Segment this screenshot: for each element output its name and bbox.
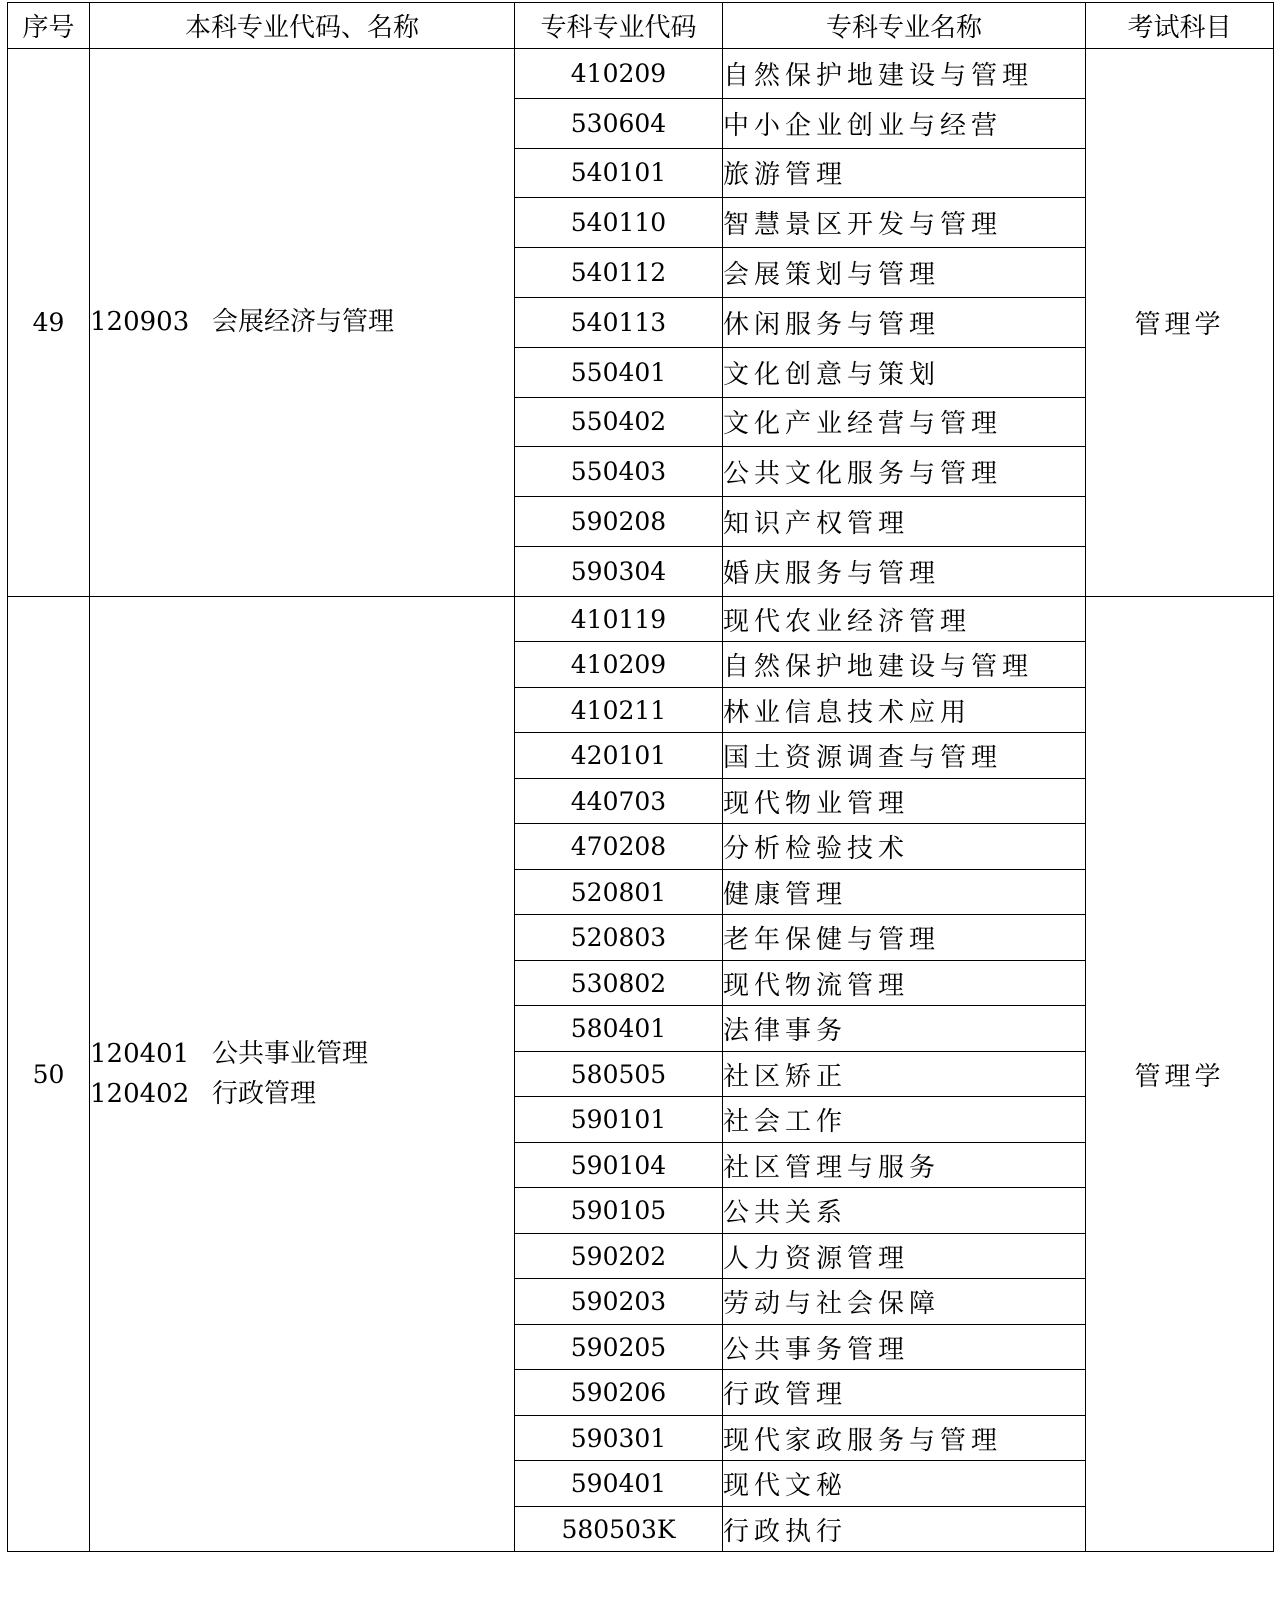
undergrad-code: 120402 bbox=[90, 1079, 190, 1110]
college-code-cell: 540112 bbox=[515, 248, 723, 298]
college-code-cell: 590301 bbox=[515, 1415, 723, 1461]
college-code-cell: 440703 bbox=[515, 778, 723, 824]
college-code-cell: 410211 bbox=[515, 687, 723, 733]
college-name-cell: 健康管理 bbox=[723, 869, 1086, 915]
table-row bbox=[8, 49, 1274, 99]
college-code-cell: 590304 bbox=[515, 546, 723, 596]
undergrad-cell bbox=[90, 49, 515, 597]
college-name-cell: 现代农业经济管理 bbox=[723, 596, 1086, 642]
college-code-cell: 550401 bbox=[515, 347, 723, 397]
college-name-cell: 行政执行 bbox=[723, 1506, 1086, 1552]
undergrad-code: 120903 bbox=[90, 307, 190, 338]
college-name-cell: 分析检验技术 bbox=[723, 824, 1086, 870]
college-code-cell: 420101 bbox=[515, 733, 723, 779]
college-code-cell: 590101 bbox=[515, 1097, 723, 1143]
header-college-code: 专科专业代码 bbox=[515, 3, 723, 49]
college-code-cell: 590205 bbox=[515, 1324, 723, 1370]
college-name-cell: 林业信息技术应用 bbox=[723, 687, 1086, 733]
college-name-cell: 旅游管理 bbox=[723, 148, 1086, 198]
college-name-cell: 现代物流管理 bbox=[723, 960, 1086, 1006]
college-name-cell: 公共事务管理 bbox=[723, 1324, 1086, 1370]
college-code-cell: 540101 bbox=[515, 148, 723, 198]
college-code-cell: 540113 bbox=[515, 297, 723, 347]
college-name-cell: 社区管理与服务 bbox=[723, 1142, 1086, 1188]
table-row bbox=[8, 596, 1274, 642]
college-name-cell: 智慧景区开发与管理 bbox=[723, 198, 1086, 248]
college-code-cell: 530802 bbox=[515, 960, 723, 1006]
header-undergrad: 本科专业代码、名称 bbox=[90, 3, 515, 49]
seq-cell: 49 bbox=[8, 49, 90, 597]
college-name-cell: 会展策划与管理 bbox=[723, 248, 1086, 298]
college-code-cell: 590206 bbox=[515, 1370, 723, 1416]
college-name-cell: 休闲服务与管理 bbox=[723, 297, 1086, 347]
undergrad-major bbox=[90, 302, 514, 342]
college-code-cell: 590105 bbox=[515, 1188, 723, 1234]
college-code-cell: 590202 bbox=[515, 1233, 723, 1279]
college-code-cell: 580503K bbox=[515, 1506, 723, 1552]
undergrad-name: 行政管理 bbox=[212, 1079, 317, 1110]
undergrad-name: 公共事业管理 bbox=[212, 1039, 369, 1070]
college-code-cell: 540110 bbox=[515, 198, 723, 248]
header-seq: 序号 bbox=[8, 3, 90, 49]
college-name-cell: 法律事务 bbox=[723, 1006, 1086, 1052]
college-name-cell: 自然保护地建设与管理 bbox=[723, 49, 1086, 99]
header-row bbox=[8, 3, 1274, 49]
college-name-cell: 劳动与社会保障 bbox=[723, 1279, 1086, 1325]
college-name-cell: 公共文化服务与管理 bbox=[723, 447, 1086, 497]
college-code-cell: 590104 bbox=[515, 1142, 723, 1188]
college-name-cell: 自然保护地建设与管理 bbox=[723, 642, 1086, 688]
college-code-cell: 410209 bbox=[515, 642, 723, 688]
college-name-cell: 人力资源管理 bbox=[723, 1233, 1086, 1279]
college-name-cell: 知识产权管理 bbox=[723, 497, 1086, 547]
college-name-cell: 老年保健与管理 bbox=[723, 915, 1086, 961]
majors-table bbox=[7, 2, 1274, 1552]
seq-cell: 50 bbox=[8, 596, 90, 1552]
college-code-cell: 590208 bbox=[515, 497, 723, 547]
header-college-name: 专科专业名称 bbox=[723, 3, 1086, 49]
college-code-cell: 550402 bbox=[515, 397, 723, 447]
college-code-cell: 410209 bbox=[515, 49, 723, 99]
header-subject: 考试科目 bbox=[1086, 3, 1274, 49]
college-name-cell: 行政管理 bbox=[723, 1370, 1086, 1416]
college-name-cell: 社会工作 bbox=[723, 1097, 1086, 1143]
college-code-cell: 580505 bbox=[515, 1051, 723, 1097]
college-name-cell: 文化产业经营与管理 bbox=[723, 397, 1086, 447]
subject-cell: 管理学 bbox=[1086, 49, 1274, 597]
college-name-cell: 社区矫正 bbox=[723, 1051, 1086, 1097]
college-code-cell: 590203 bbox=[515, 1279, 723, 1325]
undergrad-code: 120401 bbox=[90, 1039, 190, 1070]
college-name-cell: 文化创意与策划 bbox=[723, 347, 1086, 397]
college-name-cell: 现代文秘 bbox=[723, 1461, 1086, 1507]
undergrad-name: 会展经济与管理 bbox=[212, 307, 395, 338]
college-code-cell: 520801 bbox=[515, 869, 723, 915]
college-name-cell: 公共关系 bbox=[723, 1188, 1086, 1234]
college-code-cell: 410119 bbox=[515, 596, 723, 642]
college-name-cell: 国土资源调查与管理 bbox=[723, 733, 1086, 779]
college-code-cell: 550403 bbox=[515, 447, 723, 497]
college-name-cell: 现代物业管理 bbox=[723, 778, 1086, 824]
college-code-cell: 580401 bbox=[515, 1006, 723, 1052]
college-name-cell: 婚庆服务与管理 bbox=[723, 546, 1086, 596]
college-name-cell: 中小企业创业与经营 bbox=[723, 98, 1086, 148]
undergrad-major bbox=[90, 1074, 514, 1114]
undergrad-major bbox=[90, 1034, 514, 1074]
college-name-cell: 现代家政服务与管理 bbox=[723, 1415, 1086, 1461]
subject-cell: 管理学 bbox=[1086, 596, 1274, 1552]
college-code-cell: 470208 bbox=[515, 824, 723, 870]
undergrad-cell bbox=[90, 596, 515, 1552]
college-code-cell: 520803 bbox=[515, 915, 723, 961]
table-body bbox=[8, 49, 1274, 1552]
college-code-cell: 530604 bbox=[515, 98, 723, 148]
college-code-cell: 590401 bbox=[515, 1461, 723, 1507]
